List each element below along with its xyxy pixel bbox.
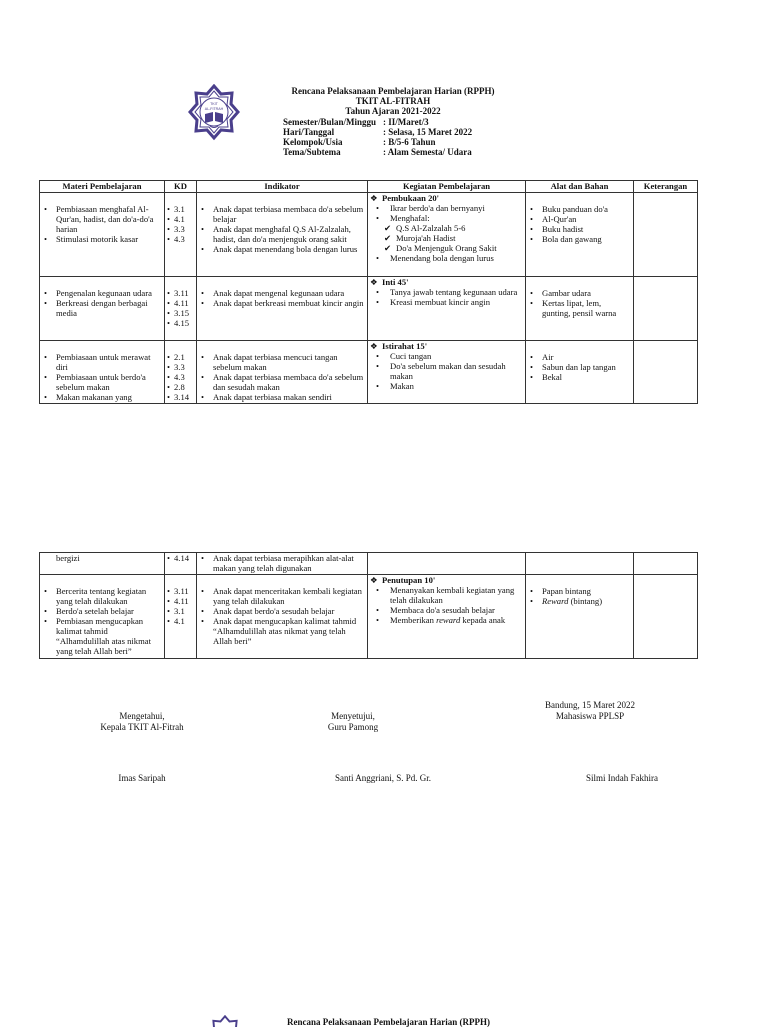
list-item: • Do'a sebelum makan dan sesudah makan (370, 361, 523, 381)
signature-head (72, 711, 212, 732)
col-header-materi: Materi Pembelajaran (40, 181, 165, 193)
list-item: • 3.3 (167, 362, 194, 372)
info-theme: Tema/Subtema : Alam Semesta/ Udara (283, 147, 472, 158)
list-item: • Air (528, 352, 631, 362)
continued-text: bergizi (56, 553, 80, 563)
list-item: • 4.1 (167, 616, 194, 626)
list-item: • 3.1 (167, 606, 194, 616)
list-item: • Pembiasaan menghafal Al-Qur'an, hadist, dan do'a-do'a harian (42, 204, 162, 234)
list-item: • 3.1 (167, 204, 194, 214)
check-item: ✔ Do'a Menjenguk Orang Sakit (370, 243, 523, 253)
list-item: • Kertas lipat, lem, gunting, pensil warna (528, 298, 631, 318)
list-item: • 2.8 (167, 382, 194, 392)
cell-keterangan (634, 553, 698, 575)
list-item: • Anak dapat mengenal kegunaan udara (199, 288, 365, 298)
signature-label: Mengetahui, (119, 711, 165, 721)
list-item: • Reward (bintang) (528, 596, 631, 606)
list-item: • Anak dapat menceritakan kembali kegiatan yang telah dilakukan (199, 586, 365, 606)
list-item: • Cuci tangan (370, 351, 523, 361)
list-item: • 4.11 (167, 298, 194, 308)
signature-role: Mahasiswa PPLSP (555, 710, 625, 721)
list-item: • Anak dapat menendang bola dengan lurus (199, 244, 365, 254)
document-title: Rencana Pelaksanaan Pembelajaran Harian (RPPH) (291, 86, 495, 96)
table-row-continued (40, 553, 698, 575)
list-item: • 3.11 (167, 288, 194, 298)
col-header-kegiatan: Kegiatan Pembelajaran (368, 181, 526, 193)
school-logo-next-page (205, 1015, 245, 1027)
list-item: • 4.3 (167, 372, 194, 382)
list-item: • Pembiasan mengucapkan kalimat tahmid “Alhamdulillah atas nikmat yang telah Allah beri” (42, 616, 162, 656)
list-item: • Berdo'a setelah belajar (42, 606, 162, 616)
cell-keterangan (634, 193, 698, 277)
rpph-table (39, 180, 698, 404)
school-logo (188, 84, 240, 146)
cell-alat (526, 575, 634, 659)
cell-kegiatan (368, 277, 526, 341)
info-semester: Semester/Bulan/Minggu : II/Maret/3 (283, 116, 429, 127)
col-header-kd: KD (165, 181, 197, 193)
list-item: • Bola dan gawang (528, 234, 631, 244)
list-item: • Anak dapat berkreasi membuat kincir angin (199, 298, 365, 308)
cell-materi (40, 193, 165, 277)
signature-name-mentor: Santi Anggriani, S. Pd. Gr. (334, 773, 431, 783)
list-item: • 3.15 (167, 308, 194, 318)
list-item: • 4.3 (167, 234, 194, 244)
list-item: • 3.3 (167, 224, 194, 234)
list-item: • 4.15 (167, 318, 194, 328)
list-item: • Papan bintang (528, 586, 631, 596)
table-row (40, 277, 698, 341)
cell-materi (40, 277, 165, 341)
info-group: Kelompok/Usia : B/5-6 Tahun (283, 137, 436, 148)
cell-kd (165, 277, 197, 341)
signature-name-head: Imas Saripah (118, 773, 166, 783)
list-item: • Ikrar berdo'a dan bernyanyi (370, 203, 523, 213)
signature-student (520, 700, 660, 721)
list-item: • Bekal (528, 372, 631, 382)
info-date: Hari/Tanggal : Selasa, 15 Maret 2022 (283, 126, 473, 137)
school-name: TKIT AL-FITRAH (355, 96, 431, 107)
list-item: • 4.14 (167, 553, 194, 563)
list-item: • Anak dapat terbiasa mencuci tangan sebelum makan (199, 352, 365, 372)
list-item: • Anak dapat menghafal Q.S Al-Zalzalah, hadist, dan do'a menjenguk orang sakit (199, 224, 365, 244)
list-item: • Pengenalan kegunaan udara (42, 288, 162, 298)
signature-name-student: Silmi Indah Fakhira (586, 773, 658, 783)
cell-kegiatan (368, 193, 526, 277)
logo-text-1: TKIT (210, 102, 218, 106)
list-item: • 4.1 (167, 214, 194, 224)
cell-indikator (197, 341, 368, 404)
list-item: • Anak dapat berdo'a sesudah belajar (199, 606, 365, 616)
cell-alat (526, 553, 634, 575)
list-item: • Pembiasaan untuk merawat diri (42, 352, 162, 372)
check-item: ✔ Q.S Al-Zalzalah 5-6 (370, 223, 523, 233)
list-item: • 4.11 (167, 596, 194, 606)
signature-role: Guru Pamong (327, 721, 379, 732)
cell-kd (165, 341, 197, 404)
table-row (40, 575, 698, 659)
list-item: • Gambar udara (528, 288, 631, 298)
signature-label: Menyetujui, (331, 711, 375, 721)
kegiatan-title: ❖ Istirahat 15' (370, 341, 523, 351)
list-item: • Makan (370, 381, 523, 391)
list-item: • Makan makanan yang (42, 392, 162, 402)
next-page-title: Rencana Pelaksanaan Pembelajaran Harian (RPPH) (287, 1017, 490, 1027)
cell-alat (526, 277, 634, 341)
list-item: • Pembiasaan untuk berdo'a sebelum makan (42, 372, 162, 392)
cell-kegiatan (368, 553, 526, 575)
list-item: • Menanyakan kembali kegiatan yang telah dilakukan (370, 585, 523, 605)
cell-alat (526, 193, 634, 277)
list-item: • 3.11 (167, 586, 194, 596)
document-header (283, 86, 543, 157)
table-header-row (40, 181, 698, 193)
col-header-alat: Alat dan Bahan (526, 181, 634, 193)
cell-kegiatan (368, 341, 526, 404)
academic-year: Tahun Ajaran 2021-2022 (345, 106, 441, 117)
list-item: • Anak dapat terbiasa membaca do'a sebelum belajar (199, 204, 365, 224)
list-item: • Sabun dan lap tangan (528, 362, 631, 372)
signature-mentor (283, 711, 423, 732)
col-header-keterangan: Keterangan (634, 181, 698, 193)
list-item: • 2.1 (167, 352, 194, 362)
cell-indikator (197, 277, 368, 341)
kegiatan-title: ❖ Inti 45' (370, 277, 523, 287)
cell-kd (165, 553, 197, 575)
list-item: • Tanya jawab tentang kegunaan udara (370, 287, 523, 297)
table-row (40, 341, 698, 404)
list-item: • Anak dapat terbiasa membaca do'a sebelum dan sesudah makan (199, 372, 365, 392)
table-row (40, 193, 698, 277)
list-item: • Bercerita tentang kegiatan yang telah dilakukan (42, 586, 162, 606)
list-item: • Membaca do'a sesudah belajar (370, 605, 523, 615)
cell-keterangan (634, 341, 698, 404)
signature-role: Kepala TKIT Al-Fitrah (100, 721, 184, 732)
list-item: • Stimulasi motorik kasar (42, 234, 162, 244)
cell-indikator (197, 193, 368, 277)
place-date: Bandung, 15 Maret 2022 (545, 700, 635, 710)
logo-text-2: AL-FITRAH (204, 107, 224, 111)
cell-kegiatan (368, 575, 526, 659)
rpph-table-continued (39, 552, 698, 659)
list-item: • Anak dapat terbiasa makan sendiri (199, 392, 365, 402)
list-item: • Menendang bola dengan lurus (370, 253, 523, 263)
list-item: • Berkreasi dengan berbagai media (42, 298, 162, 318)
list-item: • 3.14 (167, 392, 194, 402)
list-item: • Anak dapat terbiasa merapihkan alat-alat makan yang telah digunakan (199, 553, 365, 573)
cell-indikator (197, 553, 368, 575)
list-item: • Buku hadist (528, 224, 631, 234)
list-item: • Memberikan reward kepada anak (370, 615, 523, 625)
cell-materi (40, 575, 165, 659)
check-item: ✔ Muroja'ah Hadist (370, 233, 523, 243)
cell-kd (165, 575, 197, 659)
cell-alat (526, 341, 634, 404)
cell-indikator (197, 575, 368, 659)
cell-keterangan (634, 575, 698, 659)
cell-kd (165, 193, 197, 277)
kegiatan-title: ❖ Pembukaan 20' (370, 193, 523, 203)
cell-keterangan (634, 277, 698, 341)
col-header-indikator: Indikator (197, 181, 368, 193)
list-item: • Buku panduan do'a (528, 204, 631, 214)
list-item: • Kreasi membuat kincir angin (370, 297, 523, 307)
kegiatan-title: ❖ Penutupan 10' (370, 575, 523, 585)
cell-materi (40, 553, 165, 575)
cell-materi (40, 341, 165, 404)
list-item: • Al-Qur'an (528, 214, 631, 224)
list-item: • Menghafal: (370, 213, 523, 223)
list-item: • Anak dapat mengucapkan kalimat tahmid “Alhamdulillah atas nikmat yang telah Allah beri” (199, 616, 365, 646)
